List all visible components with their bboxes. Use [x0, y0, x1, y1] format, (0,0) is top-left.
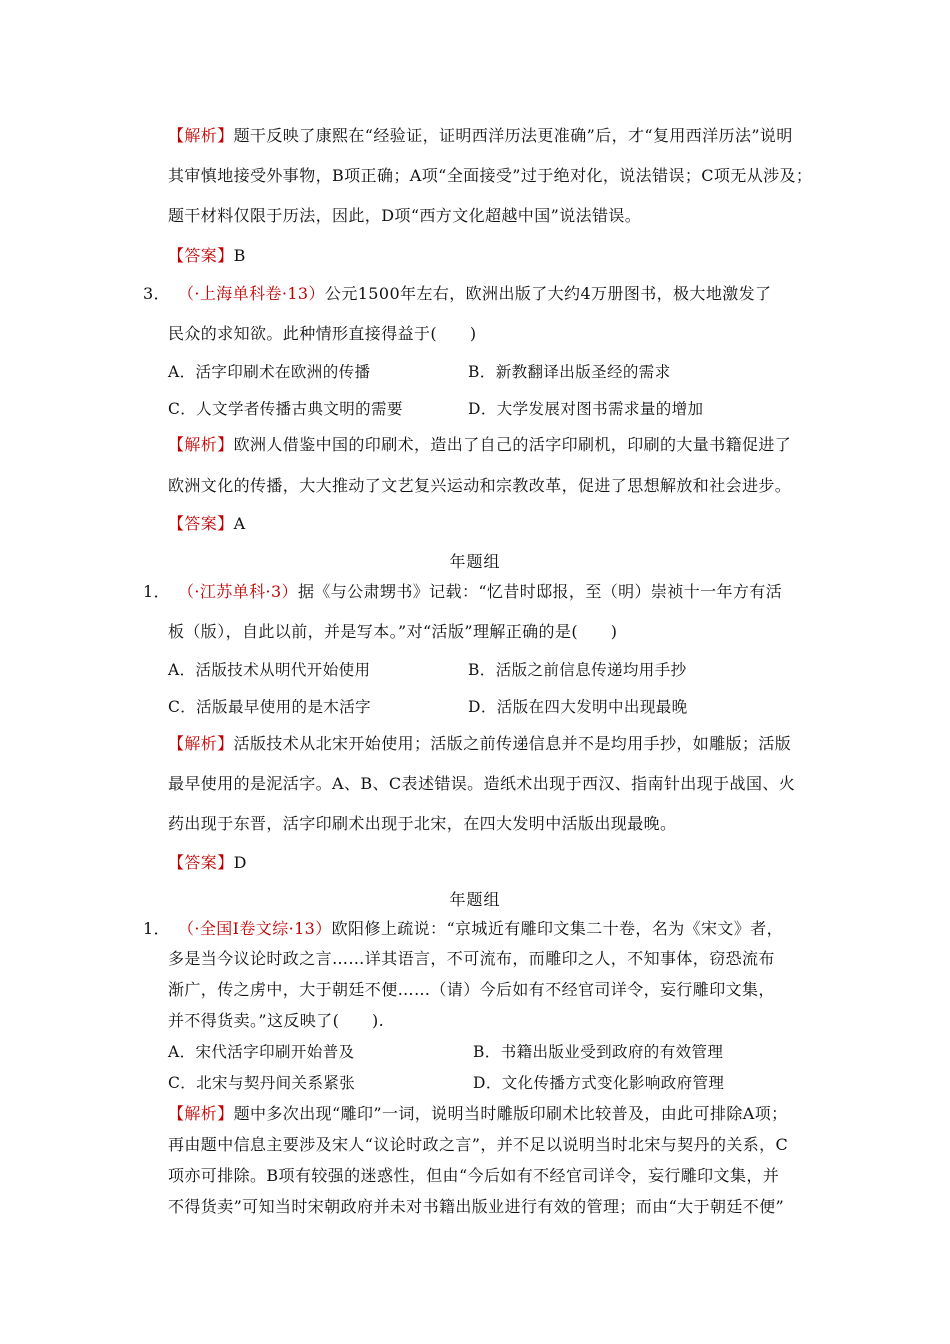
q2-analysis-line-2: 其审慎地接受外事物，B项正确；A项“全面接受”过于绝对化，说法错误；C项无从涉及； [168, 166, 813, 185]
analysis-label: 【解析】 [168, 1104, 234, 1123]
g1q1-option-a: A．活版技术从明代开始使用 [168, 661, 371, 679]
q3-option-a: A．活字印刷术在欧洲的传播 [168, 363, 371, 381]
analysis-label: 【解析】 [168, 126, 234, 145]
q2-analysis-line-3: 题干材料仅限于历法，因此，D项“西方文化超越中国”说法错误。 [168, 206, 642, 225]
question-source: （·全国Ⅰ卷文综·13） [177, 919, 332, 938]
g2q1-stem-line-2: 多是当今议论时政之言……详其语言，不可流布，而雕印之人，不知事体，窃恐流布 [168, 949, 775, 968]
g2q1-analysis-line-1 [168, 1104, 788, 1124]
g1q1-analysis-line-1 [168, 734, 791, 754]
q3-stem-line-1 [143, 284, 771, 304]
q3-option-c: C．人文学者传播古典文明的需要 [168, 400, 403, 418]
g1q1-option-b: B．活版之前信息传递均用手抄 [468, 661, 687, 679]
g1q1-option-c: C．活版最早使用的是木活字 [168, 698, 372, 716]
g1q1-analysis-line-3: 药出现于东晋，活字印刷术出现于北宋，在四大发明中活版出现最晚。 [168, 814, 677, 833]
g2q1-option-c: C．北宋与契丹间关系紧张 [168, 1074, 356, 1092]
g2q1-option-a: A．宋代活字印刷开始普及 [168, 1043, 355, 1061]
question-stem: 欧阳修上疏说：“京城近有雕印文集二十卷，名为《宋文》者， [331, 919, 784, 938]
q3-option-b: B．新教翻译出版圣经的需求 [468, 363, 671, 381]
g2q1-stem-line-3: 渐广，传之虏中，大于朝廷不便……（请）今后如有不经官司详令，妄行雕印文集， [168, 980, 775, 999]
answer-label: 【答案】 [168, 514, 234, 533]
q3-option-d: D．大学发展对图书需求量的增加 [468, 400, 704, 418]
answer-value: D [233, 853, 247, 872]
q2-answer [168, 246, 246, 266]
answer-value: B [233, 246, 246, 265]
question-number: 1． [143, 582, 170, 601]
g2q1-analysis-line-2: 再由题中信息主要涉及宋人“议论时政之言”，并不足以说明当时北宋与契丹的关系，C [168, 1135, 789, 1154]
g1q1-option-d: D．活版在四大发明中出现最晚 [468, 698, 688, 716]
q3-analysis-line-1 [168, 435, 791, 455]
g2q1-option-d: D．文化传播方式变化影响政府管理 [473, 1074, 725, 1092]
answer-value: A [233, 514, 246, 533]
analysis-label: 【解析】 [168, 734, 234, 753]
g2q1-stem-line-1 [143, 919, 783, 939]
analysis-text: 题干反映了康熙在“经验证，证明西洋历法更准确”后，才“复用西洋历法”说明 [233, 126, 793, 145]
g1q1-stem-line-1 [143, 582, 782, 602]
g2q1-option-b: B．书籍出版业受到政府的有效管理 [473, 1043, 724, 1061]
question-number: 3． [143, 284, 170, 303]
answer-label: 【答案】 [168, 853, 234, 872]
group-heading: 年题组 [449, 552, 501, 571]
answer-label: 【答案】 [168, 246, 234, 265]
question-source: （·上海单科卷·13） [177, 284, 325, 303]
q3-answer [168, 514, 246, 534]
q3-stem-line-2: 民众的求知欲。此种情形直接得益于( ) [168, 324, 477, 343]
question-source: （·江苏单科·3） [177, 582, 298, 601]
analysis-label: 【解析】 [168, 435, 234, 454]
g2q1-stem-line-4: 并不得货卖。”这反映了( ). [168, 1011, 385, 1030]
question-stem: 公元1500年左右，欧洲出版了大约4万册图书，极大地激发了 [324, 284, 772, 303]
question-number: 1． [143, 919, 170, 938]
question-stem: 据《与公肃甥书》记载：“忆昔时邸报，至（明）崇祯十一年方有活 [297, 582, 783, 601]
g2q1-analysis-line-4: 不得货卖”可知当时宋朝政府并未对书籍出版业进行有效的管理；而由“大于朝廷不便” [168, 1197, 785, 1216]
q2-analysis-line-1 [168, 126, 793, 146]
group-heading: 年题组 [449, 890, 501, 909]
g2q1-analysis-line-3: 项亦可排除。B项有较强的迷惑性，但由“今后如有不经官司详令，妄行雕印文集，并 [168, 1166, 780, 1185]
analysis-text: 欧洲人借鉴中国的印刷术，造出了自己的活字印刷机，印刷的大量书籍促进了 [233, 435, 792, 454]
q3-analysis-line-2: 欧洲文化的传播，大大推动了文艺复兴运动和宗教改革，促进了思想解放和社会进步。 [168, 476, 792, 495]
g1q1-stem-line-2: 板（版），自此以前，并是写本。”对“活版”理解正确的是( ) [168, 622, 618, 641]
analysis-text: 活版技术从北宋开始使用；活版之前传递信息并不是均用手抄，如雕版；活版 [233, 734, 792, 753]
analysis-text: 题中多次出现“雕印”一词，说明当时雕版印刷术比较普及，由此可排除A项； [233, 1104, 788, 1123]
g1q1-answer [168, 853, 247, 873]
g1q1-analysis-line-2: 最早使用的是泥活字。A、B、C表述错误。造纸术出现于西汉、指南针出现于战国、火 [168, 774, 796, 793]
